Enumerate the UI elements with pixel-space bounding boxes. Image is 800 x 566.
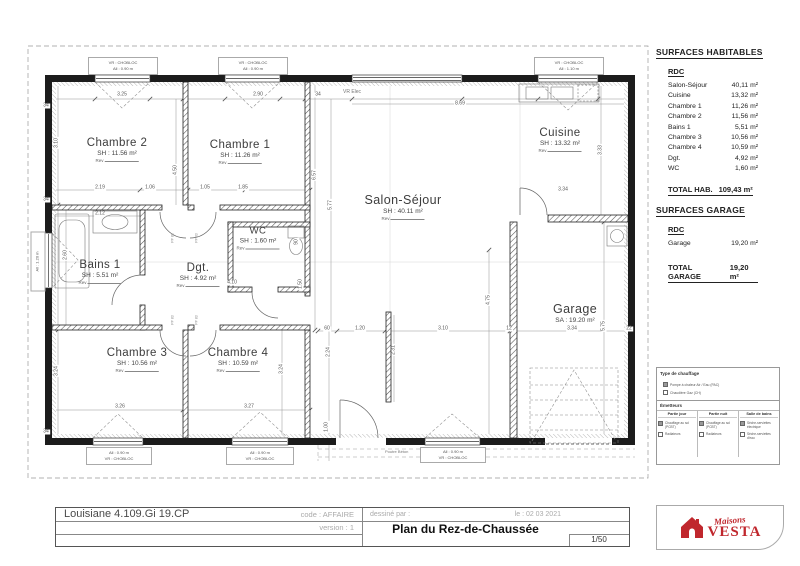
surface-row — [656, 123, 758, 133]
total-garage-row: TOTAL GARAGE 19,20 m² — [668, 263, 758, 283]
surface-row — [656, 112, 758, 122]
surface-name: Cuisine — [668, 92, 691, 100]
drawing-scale: 1/50 — [591, 535, 607, 544]
window-label — [534, 57, 604, 75]
dim-label: 2.12 — [95, 210, 105, 217]
dim-label: 34 — [43, 428, 49, 435]
dim-label: 3.25 — [117, 91, 127, 98]
window-label — [218, 57, 288, 75]
dim-label: 5.77 — [327, 200, 334, 210]
window-label — [226, 447, 294, 465]
surface-name: WC — [668, 165, 680, 173]
dim-label: 3.26 — [115, 403, 125, 410]
garage-rdc-label: RDC — [668, 224, 685, 234]
logo-text — [707, 513, 762, 540]
dim-label: 34 — [43, 102, 49, 109]
surfaces-panel — [656, 42, 763, 283]
surface-value: 10,59 m² — [731, 144, 758, 152]
room-name: Cuisine — [539, 127, 581, 139]
project-code: code : AFFAIRE — [300, 510, 354, 519]
column-header: Salle de bains — [740, 412, 778, 418]
dim-label: 3.27 — [244, 403, 254, 410]
room-label-chambre-1 — [210, 139, 271, 165]
room-label-wc — [236, 226, 279, 251]
dim-label: 22 — [626, 325, 632, 332]
total-habitable-row: TOTAL HAB. 109,43 m² — [668, 184, 753, 194]
dim-label: 3.10 — [438, 325, 448, 332]
dim-label: 34 — [43, 196, 49, 203]
column-header: Partie jour — [658, 412, 696, 418]
room-name: Chambre 4 — [207, 347, 269, 359]
room-area: SH : 4.92 m² — [179, 275, 217, 282]
dim-label: 2.24 — [325, 347, 332, 357]
window-shutter-label: VR : CHOBLOC — [438, 455, 468, 460]
dim-label: 60 — [324, 325, 330, 332]
surfaces-rdc-label: RDC — [668, 67, 685, 76]
heating-options — [657, 378, 779, 400]
window-sill-label: All : 1.20 m — [34, 251, 40, 272]
window-shutter-label: VR : CHOBLOC — [104, 456, 134, 461]
surface-row — [656, 91, 758, 101]
window-label — [88, 57, 158, 75]
room-name: Dgt. — [186, 262, 210, 274]
emitter-item: Sèche-serviettes électrique — [740, 421, 778, 429]
room-area: SH : 13.32 m² — [539, 140, 581, 147]
room-rev: Rev — [236, 246, 279, 251]
surfaces-garage-title: SURFACES GARAGE — [656, 204, 745, 215]
room-name: Garage — [552, 302, 598, 316]
dim-label: 2.19 — [95, 184, 105, 191]
surface-name: Chambre 4 — [668, 144, 702, 152]
checkbox-icon — [740, 432, 745, 437]
emitters-column — [738, 411, 779, 457]
surface-value: 4,92 m² — [734, 154, 758, 162]
garage-door-group — [530, 368, 618, 443]
room-rev: Rev — [208, 368, 269, 373]
checkbox-icon — [658, 432, 663, 437]
checkbox-icon — [740, 421, 745, 426]
dim-label: 5.75 — [600, 321, 607, 331]
room-label-chambre-4 — [208, 347, 269, 373]
room-label-degagement — [176, 262, 219, 288]
emitter-item: Radiateurs — [699, 432, 737, 437]
surface-row — [656, 143, 758, 153]
checkbox-icon — [699, 421, 704, 426]
room-rev: Rev — [176, 283, 219, 288]
room-area: SH : 1.60 m² — [239, 237, 277, 245]
bay-window-label: VR Elec — [343, 89, 362, 95]
emitters-table — [657, 410, 779, 457]
heating-title: Type de chauffage — [660, 371, 700, 376]
window-sill-label: All : 0.90 m — [108, 449, 129, 455]
window-label — [31, 232, 46, 292]
window-sill-label: All : 0.90 m — [442, 448, 463, 454]
surface-row — [656, 81, 758, 91]
room-rev: Rev — [364, 216, 441, 221]
dim-label: 4.10 — [227, 279, 237, 286]
window-sill-label: All : 1.10 m — [558, 66, 579, 71]
door-ref-label: PP 83 — [194, 315, 199, 325]
surface-value: 40,11 m² — [731, 82, 758, 89]
room-area: SH : 10.56 m² — [116, 360, 158, 367]
surface-row — [656, 102, 758, 112]
logo-script-text: Maisons — [713, 513, 746, 527]
room-rev: Rev — [87, 158, 148, 163]
window-sill-label: All : 0.90 m — [112, 66, 133, 71]
dim-label: 3.34 — [558, 186, 568, 193]
drawing-info-row — [362, 508, 569, 521]
room-name: Chambre 1 — [209, 139, 271, 151]
dim-label: 1.06 — [145, 184, 155, 191]
window-shutter-label: VR : CHOBLOC — [108, 59, 138, 65]
dim-label: 6.57 — [311, 170, 318, 180]
room-rev: Rev — [107, 368, 168, 373]
emitters-column — [657, 411, 697, 457]
room-rev: Rev — [538, 148, 581, 153]
window-shutter-label: VR : CHOBLOC — [554, 59, 584, 65]
dim-label: 3.24 — [278, 364, 285, 374]
construction-lines-group — [52, 82, 628, 312]
room-area: SA : 19.20 m² — [555, 317, 595, 324]
dim-label: 1.05 — [200, 184, 210, 191]
surface-name: Garage — [668, 239, 691, 247]
heating-option: Pompe à chaleur Air / Eau (PAC) — [663, 382, 779, 387]
window-sill-label: All : 0.90 m — [249, 449, 270, 455]
surface-row — [656, 133, 758, 143]
dim-label: 1.50 — [297, 279, 304, 289]
surface-row — [656, 239, 758, 249]
dim-label: 3.34 — [567, 325, 577, 332]
surface-name: Bains 1 — [668, 123, 691, 131]
dim-label: 3.33 — [597, 145, 604, 155]
room-label-garage — [553, 302, 597, 324]
column-header: Partie nuit — [699, 412, 737, 418]
checkbox-icon — [663, 390, 668, 395]
divider — [56, 534, 362, 535]
surface-row — [656, 164, 758, 174]
window-shutter-label: VR : CHOBLOC — [245, 456, 275, 461]
room-label-chambre-2 — [87, 137, 148, 163]
room-area: SH : 11.56 m² — [97, 150, 137, 157]
house-icon — [679, 516, 705, 540]
heating-option: Chaudière Gaz (CH) — [663, 390, 779, 395]
surface-name: Chambre 3 — [668, 134, 702, 142]
dim-label: 1.00 — [323, 422, 330, 432]
emitters-title: Émetteurs — [657, 400, 779, 410]
dim-label: 2.90 — [253, 91, 263, 98]
dim-label: 34 — [315, 91, 321, 98]
surface-value: 1,60 m² — [734, 165, 758, 173]
drawing-title: Plan du Rez-de-Chaussée — [392, 522, 539, 536]
surface-value: 19,20 m² — [731, 239, 758, 247]
door-ref-label: PP 83 — [194, 233, 199, 243]
dim-label: 2.31 — [390, 345, 397, 355]
dim-label: 2.60 — [62, 250, 69, 260]
room-label-bains-1 — [78, 259, 121, 285]
dim-label: 12 — [506, 325, 512, 332]
room-label-cuisine — [538, 127, 581, 153]
window-label — [420, 447, 486, 463]
surface-value: 11,56 m² — [731, 113, 758, 121]
surface-value: 5,51 m² — [734, 123, 758, 131]
surface-name: Dgt. — [668, 154, 681, 162]
checkbox-icon — [663, 382, 668, 387]
room-area: SH : 10.59 m² — [217, 360, 259, 367]
dim-label: 8.69 — [455, 100, 465, 107]
surface-value: 10,56 m² — [731, 134, 758, 142]
checkbox-icon — [699, 432, 704, 437]
dim-label: 4.50 — [172, 165, 179, 175]
dim-label: 90 — [293, 239, 300, 245]
room-name: WC — [249, 225, 267, 237]
dim-label: 3.10 — [53, 138, 60, 148]
dim-label: 3.24 — [53, 366, 60, 376]
title-block — [55, 507, 630, 547]
window-sill-label: All : 0.90 m — [242, 66, 263, 71]
logo-name-text: VESTA — [707, 523, 762, 540]
emitters-column — [697, 411, 738, 457]
room-name: Bains 1 — [79, 259, 121, 271]
drawn-by-label: dessiné par : — [370, 511, 411, 518]
room-rev: Rev — [78, 280, 121, 285]
drawing-date: le : 02 03 2021 — [514, 511, 561, 518]
room-label-chambre-3 — [107, 347, 168, 373]
surfaces-title: SURFACES HABITABLES — [656, 47, 763, 57]
room-name: Salon-Séjour — [364, 193, 442, 207]
emitter-item: Radiateurs — [658, 432, 696, 437]
room-rev: Rev — [210, 160, 271, 165]
surface-value: 11,26 m² — [731, 102, 758, 110]
surface-name: Chambre 1 — [668, 102, 702, 110]
room-label-salon-sejour — [364, 193, 441, 221]
project-name: Louisiane 4.109.Gi 19.CP — [64, 508, 190, 520]
door-ref-label: PP 83 — [170, 315, 175, 325]
surface-name: Salon-Séjour — [668, 82, 708, 89]
surface-name: Chambre 2 — [668, 113, 702, 121]
room-area: SH : 5.51 m² — [81, 272, 119, 279]
heating-legend — [656, 367, 780, 465]
door-ref-label: PP 83 — [170, 233, 175, 243]
checkbox-icon — [658, 421, 663, 426]
beam-label: Poutre Béton — [385, 449, 409, 454]
room-name: Chambre 2 — [86, 137, 148, 149]
emitter-item: Chauffage au sol (PCBT) — [658, 421, 696, 429]
room-area: SH : 11.26 m² — [220, 152, 260, 159]
emitter-item: Chauffage au sol (PCBT) — [699, 421, 737, 429]
dim-label: 1.85 — [238, 184, 248, 191]
windows-group — [45, 75, 612, 446]
room-area: SH : 40.11 m² — [383, 208, 423, 215]
surface-value: 13,32 m² — [731, 92, 758, 100]
project-version: version : 1 — [319, 523, 354, 532]
dim-label: 4.75 — [485, 295, 492, 305]
room-name: Chambre 3 — [106, 347, 168, 359]
window-shutter-label: VR : CHOBLOC — [238, 59, 268, 65]
surface-row — [656, 154, 758, 164]
window-label — [86, 447, 152, 465]
emitter-item: Sèche-serviettes d'eau — [740, 432, 778, 440]
vesta-logo — [656, 505, 784, 550]
dim-label: 1.20 — [355, 325, 365, 332]
